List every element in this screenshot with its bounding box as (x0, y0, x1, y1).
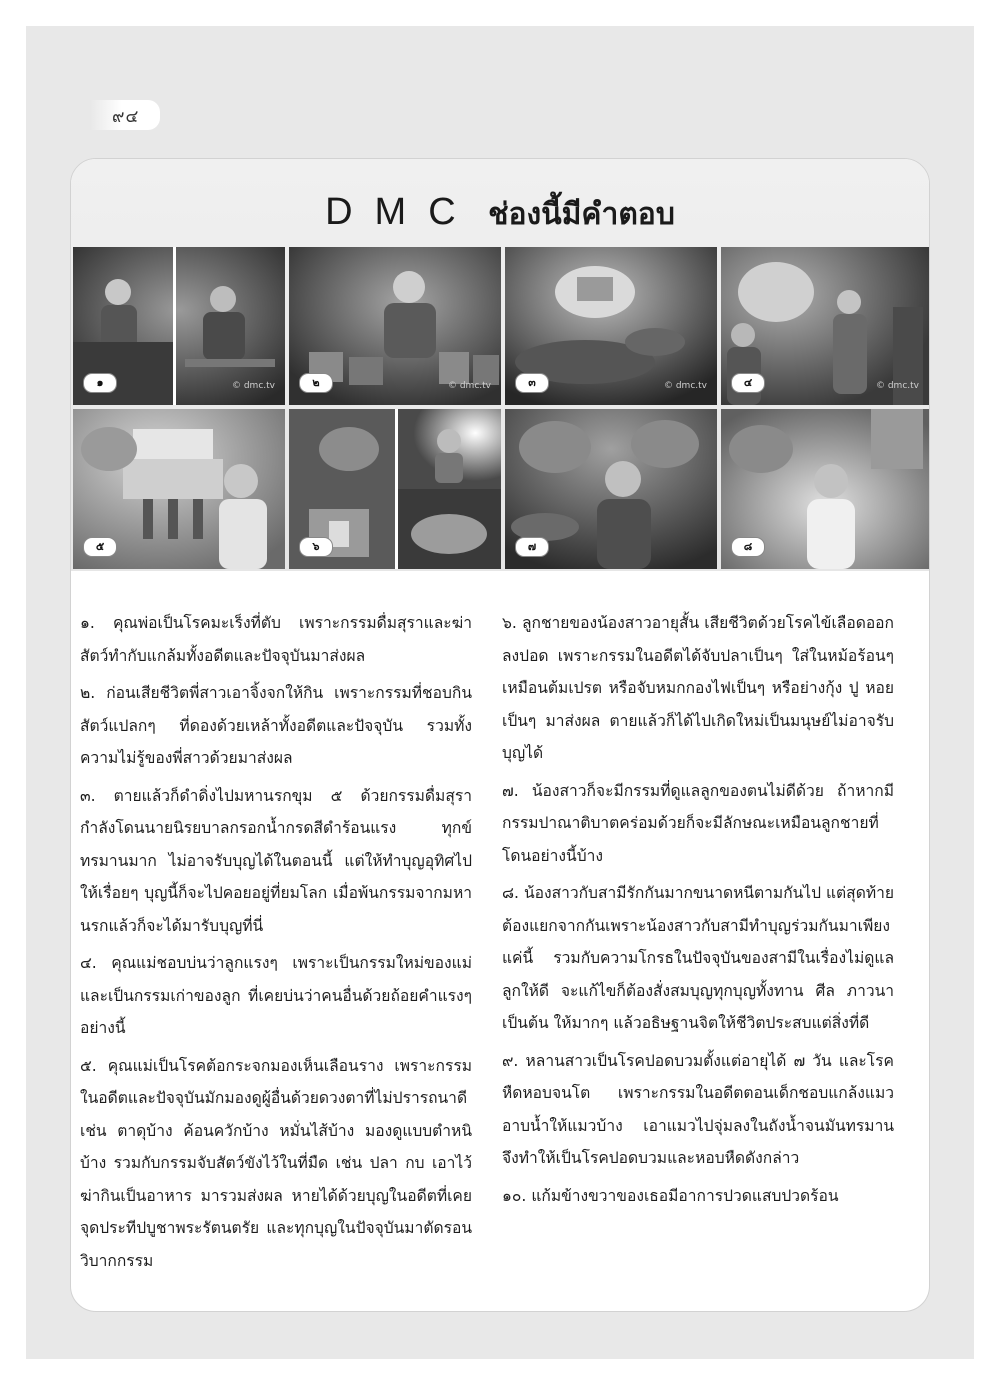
paragraph-3: ๓. ตายแล้วก็ดำดิ่งไปมหานรกขุม ๕ ด้วยกรรมดื่มสุรา กำลังโดนนายนิรยบาลกรอกน้ำกรดสีดำร้อนแรง ทุกข์ทรมานมาก ไม่อาจรับบุญได้ในตอนนี้ แต่ให้ทำบุญอุทิศไปให้เรื่อยๆ บุญนี้ก็จะไปคอยอยู่ที่ยมโลก เมื่อพ้นกรรมจากมหานรกแล้วก็จะได้มารับบุญที่นี่ (80, 786, 472, 935)
panel-1-number: ๑ (83, 373, 117, 393)
right-column (502, 607, 894, 1217)
panel-7-number: ๗ (515, 537, 549, 557)
panel-3-illustration (505, 247, 717, 405)
panel-3-watermark: © dmc.tv (663, 381, 707, 391)
panel-2-watermark: © dmc.tv (447, 381, 491, 391)
panel-8-illustration (721, 409, 929, 569)
panel-2-number: ๒ (299, 373, 333, 393)
content-card (70, 158, 930, 1312)
paragraph-7: ๗. น้องสาวก็จะมีกรรมที่ดูแลลูกของตนไม่ดีด้วย ถ้าหากมีกรรมปาณาติบาตคร่อมด้วยก็จะมีลักษณะเหมือนลูกชายที่โดนอย่างนี้บ้าง (502, 781, 894, 865)
paragraph-9: ๙. หลานสาวเป็นโรคปอดบวมตั้งแต่อายุได้ ๗ วัน และโรคหืดหอบจนโต เพราะกรรมในอดีตตอนเด็กชอบแกล้งแมว อาบน้ำให้แมวบ้าง เอาแมวไปจุ่มลงในถังน้ำจนมันทรมาน จึงทำให้เป็นโรคปอดบวมและหอบหืดดังกล่าว (502, 1051, 894, 1167)
panel-4-watermark: © dmc.tv (875, 381, 919, 391)
panel-4-number: ๔ (731, 373, 765, 393)
panel-2-illustration (289, 247, 501, 405)
panel-4-illustration (721, 247, 929, 405)
page-number: ๙๔ (112, 107, 140, 127)
panel-8-number: ๘ (731, 537, 765, 557)
panel-6-illustration (289, 409, 501, 569)
paragraph-1: ๑. คุณพ่อเป็นโรคมะเร็งที่ตับ เพราะกรรมดื่มสุราและฆ่าสัตว์ทำกับแกล้มทั้งอดีตและปัจจุบันมาส่งผล (80, 614, 472, 665)
panel-1-illustration (73, 247, 285, 405)
title-latin: DMC (325, 191, 478, 233)
panel-7-illustration (505, 409, 717, 569)
panel-6-number: ๖ (299, 537, 333, 557)
page-number-tab (90, 100, 160, 130)
panel-3-number: ๓ (515, 373, 549, 393)
banner-title (71, 189, 929, 238)
panel-1-watermark: © dmc.tv (231, 381, 275, 391)
paragraph-5: ๕. คุณแม่เป็นโรคต้อกระจกมองเห็นเลือนราง เพราะกรรมในอดีตและปัจจุบันมักมองดูผู้อื่นด้วยดวงตาที่ไม่ปรารถนาดี เช่น ตาดุบ้าง ค้อนควักบ้าง หมั่นไส้บ้าง มองดูแบบตำหนิบ้าง รวมกับกรรมจับสัตว์ขังไว้ในที่มืด เช่น ปลา กบ เอาไว้ฆ่ากินเป็นอาหาร มารวมส่งผล หายได้ด้วยบุญในอดีตที่เคยจุดประทีปบูชาพระรัตนตรัย และทุกบุญในปัจจุบันมาตัดรอนวิบากกรรม (80, 1056, 472, 1270)
panel-5-number: ๕ (83, 537, 117, 557)
paragraph-4: ๔. คุณแม่ชอบบ่นว่าลูกแรงๆ เพราะเป็นกรรมใหม่ของแม่และเป็นกรรมเก่าของลูก ที่เคยบ่นว่าคนอื่นด้วยถ้อยคำแรงๆ อย่างนี้ (80, 954, 472, 1037)
title-thai: ช่องนี้มีคำตอบ (477, 197, 675, 232)
paragraph-10: ๑๐. แก้มข้างขวาของเธอมีอาการปวดแสบปวดร้อน (502, 1186, 839, 1205)
paragraph-6: ๖. ลูกชายของน้องสาวอายุสั้น เสียชีวิตด้วยโรคไข้เลือดออกลงปอด เพราะกรรมในอดีตได้จับปลาเป็นๆ ใส่ในหม้อร้อนๆ เหมือนต้มเปรต หรือจับหมกกองไฟเป็นๆ หรือย่างกุ้ง ปู หอย เป็นๆ มาส่งผล ตายแล้วก็ได้ไปเกิดใหม่เป็นมนุษย์ไม่อาจรับบุญได้ (502, 614, 894, 762)
paragraph-2: ๒. ก่อนเสียชีวิตพี่สาวเอาจิ้งจกให้กิน เพราะกรรมที่ชอบกินสัตว์แปลกๆ ที่ดองด้วยเหล้าทั้งอดีตและปัจจุบัน รวมทั้งความไม่รู้ของพี่สาวด้วยมาส่งผล (80, 684, 472, 767)
paragraph-8: ๘. น้องสาวกับสามีรักกันมากขนาดหนีตามกันไป แต่สุดท้ายต้องแยกจากกันเพราะน้องสาวกับสามีทำบุญร่วมกันมาเพียงแค่นี้ รวมกับความโกรธในปัจจุบันของสามีในเรื่องไม่ดูแลลูกให้ดี จะแก้ไขก็ต้องสั่งสมบุญทุกบุญทั้งทาน ศีล ภาวนา เป็นต้น ให้มากๆ แล้วอธิษฐานจิตให้ชีวิตประสบแต่สิ่งที่ดี (502, 884, 894, 1032)
panel-5-illustration (73, 409, 285, 569)
left-column (80, 607, 472, 1282)
banner (71, 159, 929, 571)
